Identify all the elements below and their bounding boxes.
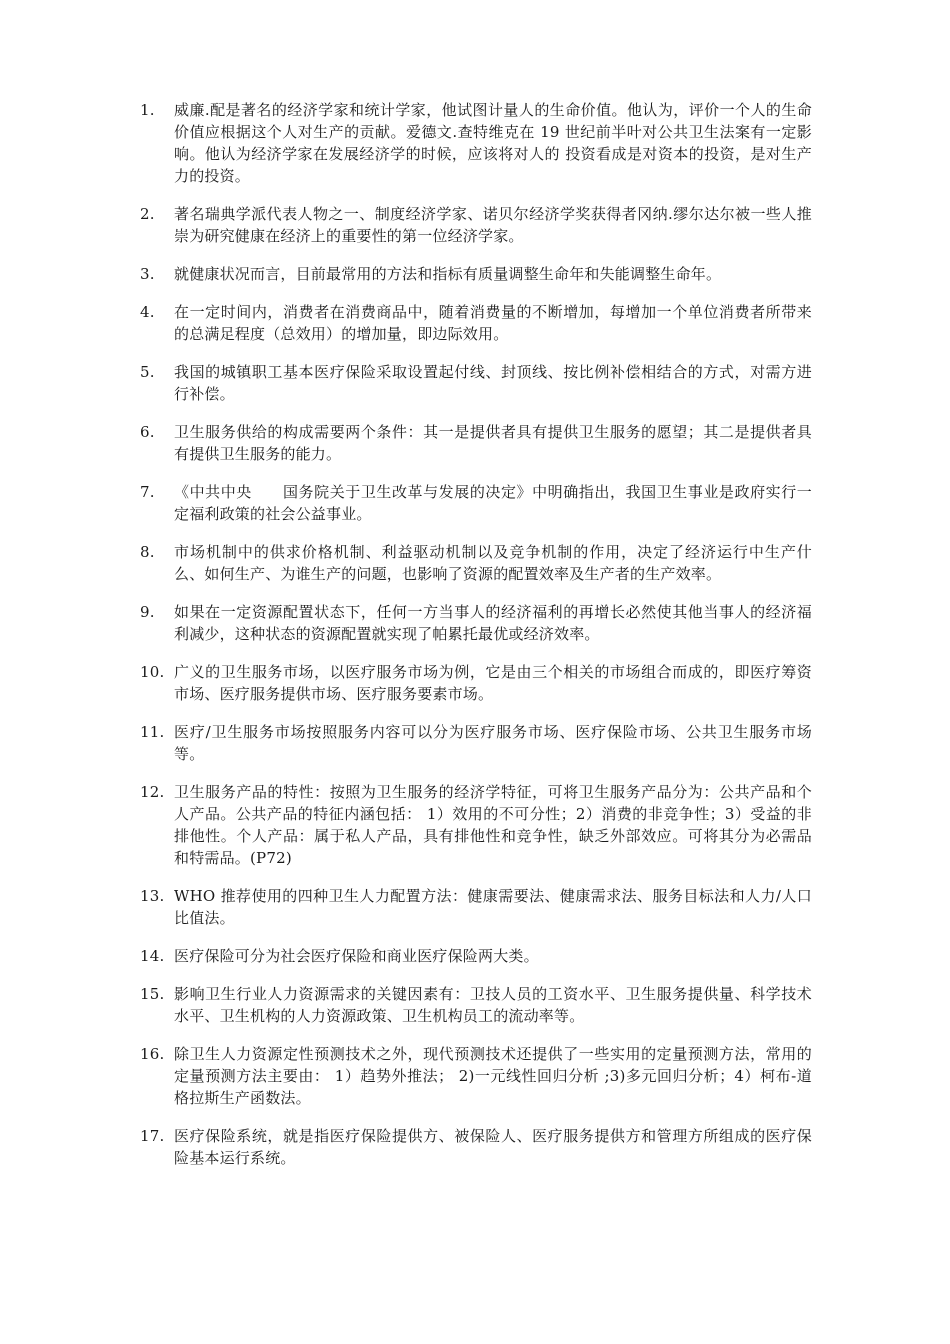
item-number: 13.: [140, 887, 165, 905]
item-text: 威廉.配是著名的经济学家和统计学家，他试图计量人的生命价值。他认为，评价一个人的生命价值应根据这个人对生产的贡献。爱德文.查特维克在 19 世纪前半叶对公共卫生法案有一定影响。他认为经济学家在发展经济学的时候，应该将对人的 投资看成是对资本的投资，是对生产力的投资。: [174, 101, 812, 185]
item-text: 《中共中央 国务院关于卫生改革与发展的决定》中明确指出，我国卫生事业是政府实行一定福利政策的社会公益事业。: [174, 483, 812, 523]
numbered-list: [140, 99, 812, 1185]
list-item: [140, 1043, 812, 1109]
item-text: 医疗/卫生服务市场按照服务内容可以分为医疗服务市场、医疗保险市场、公共卫生服务市场等。: [174, 723, 812, 763]
list-item: [140, 541, 812, 585]
list-item: [140, 721, 812, 765]
item-text: 除卫生人力资源定性预测技术之外，现代预测技术还提供了一些实用的定量预测方法，常用的定量预测方法主要由： 1）趋势外推法； 2)一元线性回归分析 ;3)多元回归分析；4）柯布-道格拉斯生产函数法。: [174, 1045, 812, 1107]
item-number: 16.: [140, 1045, 165, 1063]
item-number: 11.: [140, 723, 165, 741]
list-item: [140, 263, 812, 285]
item-number: 8.: [140, 543, 155, 561]
item-text: 如果在一定资源配置状态下，任何一方当事人的经济福利的再增长必然使其他当事人的经济福利减少，这种状态的资源配置就实现了帕累托最优或经济效率。: [174, 603, 812, 643]
list-item: [140, 1125, 812, 1169]
item-number: 10.: [140, 663, 165, 681]
item-text: 影响卫生行业人力资源需求的关键因素有：卫技人员的工资水平、卫生服务提供量、科学技术水平、卫生机构的人力资源政策、卫生机构员工的流动率等。: [174, 985, 812, 1025]
item-number: 5.: [140, 363, 155, 381]
item-number: 7.: [140, 483, 155, 501]
item-text: 市场机制中的供求价格机制、利益驱动机制以及竞争机制的作用，决定了经济运行中生产什么、如何生产、为谁生产的问题，也影响了资源的配置效率及生产者的生产效率。: [174, 543, 812, 583]
item-text: 卫生服务产品的特性：按照为卫生服务的经济学特征，可将卫生服务产品分为：公共产品和个人产品。公共产品的特征内涵包括： 1）效用的不可分性；2）消费的非竞争性；3）受益的非排他性。个人产品：属于私人产品，具有排他性和竞争性，缺乏外部效应。可将其分为必需品和特需品。(P72): [174, 783, 812, 867]
list-item: [140, 601, 812, 645]
item-text: 医疗保险可分为社会医疗保险和商业医疗保险两大类。: [174, 947, 539, 965]
list-item: [140, 301, 812, 345]
item-text: 在一定时间内，消费者在消费商品中，随着消费量的不断增加，每增加一个单位消费者所带来的总满足程度（总效用）的增加量，即边际效用。: [174, 303, 812, 343]
item-number: 4.: [140, 303, 155, 321]
list-item: [140, 481, 812, 525]
item-number: 9.: [140, 603, 155, 621]
list-item: [140, 945, 812, 967]
item-number: 12.: [140, 783, 165, 801]
list-item: [140, 781, 812, 869]
item-text: 医疗保险系统，就是指医疗保险提供方、被保险人、医疗服务提供方和管理方所组成的医疗保险基本运行系统。: [174, 1127, 812, 1167]
item-text: 著名瑞典学派代表人物之一、制度经济学家、诺贝尔经济学奖获得者冈纳.缪尔达尔被一些人推崇为研究健康在经济上的重要性的第一位经济学家。: [174, 205, 812, 245]
item-number: 14.: [140, 947, 165, 965]
item-number: 17.: [140, 1127, 165, 1145]
item-number: 15.: [140, 985, 165, 1003]
item-text: 卫生服务供给的构成需要两个条件：其一是提供者具有提供卫生服务的愿望；其二是提供者具有提供卫生服务的能力。: [174, 423, 812, 463]
item-number: 2.: [140, 205, 155, 223]
item-text: 我国的城镇职工基本医疗保险采取设置起付线、封顶线、按比例补偿相结合的方式，对需方进行补偿。: [174, 363, 812, 403]
list-item: [140, 983, 812, 1027]
list-item: [140, 203, 812, 247]
item-text: 广义的卫生服务市场，以医疗服务市场为例，它是由三个相关的市场组合而成的，即医疗筹资市场、医疗服务提供市场、医疗服务要素市场。: [174, 663, 812, 703]
list-item: [140, 661, 812, 705]
item-text: 就健康状况而言，目前最常用的方法和指标有质量调整生命年和失能调整生命年。: [174, 265, 722, 283]
list-item: [140, 421, 812, 465]
item-number: 6.: [140, 423, 155, 441]
list-item: [140, 885, 812, 929]
list-item: [140, 361, 812, 405]
item-number: 3.: [140, 265, 155, 283]
item-text: WHO 推荐使用的四种卫生人力配置方法：健康需要法、健康需求法、服务目标法和人力/人口比值法。: [174, 887, 812, 927]
list-item: [140, 99, 812, 187]
item-number: 1.: [140, 101, 155, 119]
